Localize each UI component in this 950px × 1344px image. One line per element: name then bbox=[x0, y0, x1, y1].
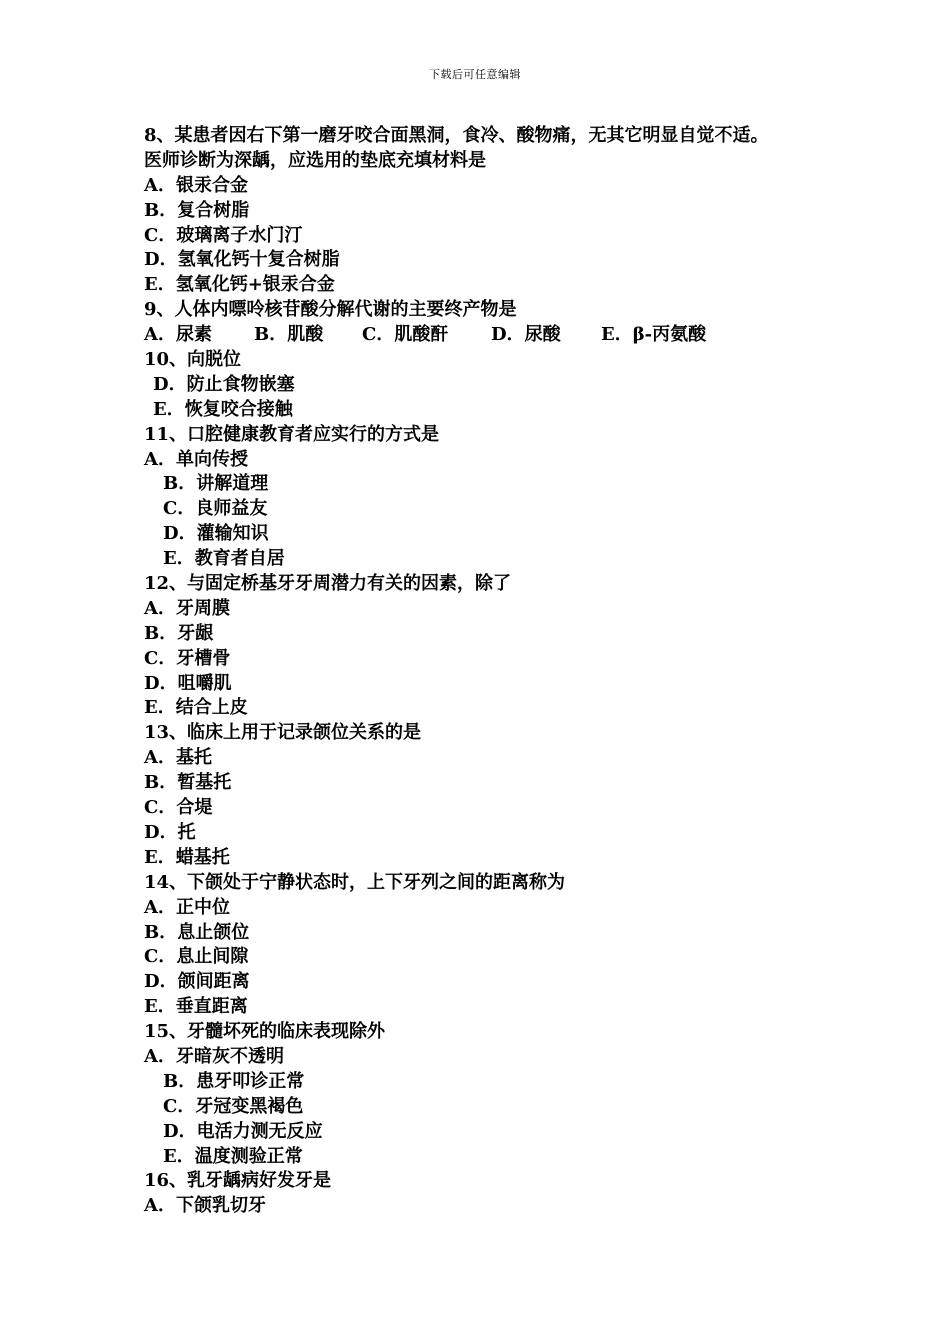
q9-stem: 9、人体内嘌呤核苷酸分解代谢的主要终产物是 bbox=[144, 299, 517, 321]
q16-stem: 16、乳牙龋病好发牙是 bbox=[144, 1170, 332, 1192]
q11-option-a: A．单向传授 bbox=[144, 448, 248, 470]
q10-option-e: E．恢复咬合接触 bbox=[153, 398, 293, 420]
q11-option-b: B．讲解道理 bbox=[163, 473, 269, 495]
question-list bbox=[144, 124, 844, 1219]
q11-stem: 11、口腔健康教育者应实行的方式是 bbox=[144, 423, 440, 445]
q14-stem: 14、下颌处于宁静状态时，上下牙列之间的距离称为 bbox=[144, 871, 566, 893]
q14-option-b: B．息止颌位 bbox=[144, 921, 250, 943]
q13-option-c: C．合堤 bbox=[144, 797, 213, 819]
q14-option-e: E．垂直距离 bbox=[144, 996, 248, 1018]
q9-option-e: E．β-丙氨酸 bbox=[601, 324, 707, 346]
q9-option-c: C．肌酸酐 bbox=[362, 324, 449, 346]
page-header: 下载后可任意编辑 bbox=[429, 68, 521, 81]
q10-stem: 10、向脱位 bbox=[144, 349, 242, 371]
q13-option-e: E．蜡基托 bbox=[144, 846, 230, 868]
q8-stem-continued: 医师诊断为深龋，应选用的垫底充填材料是 bbox=[144, 149, 486, 171]
q14-option-d: D．颌间距离 bbox=[144, 971, 250, 993]
q11-option-d: D．灌输知识 bbox=[163, 523, 269, 545]
q10-option-d: D．防止食物嵌塞 bbox=[153, 373, 295, 395]
q8-option-b: B．复合树脂 bbox=[144, 199, 250, 221]
q8-stem: 8、某患者因右下第一磨牙咬合面黑洞，食冷、酸物痛，无其它明显自觉不适。 bbox=[144, 125, 769, 146]
q12-stem: 12、与固定桥基牙牙周潜力有关的因素，除了 bbox=[144, 573, 512, 595]
q15-option-c: C．牙冠变黑褐色 bbox=[163, 1095, 304, 1117]
q8-option-d: D．氢氧化钙十复合树脂 bbox=[144, 249, 340, 271]
q12-option-c: C．牙槽骨 bbox=[144, 647, 231, 669]
q8-option-e: E．氢氧化钙+银汞合金 bbox=[144, 274, 335, 296]
q13-option-a: A．基托 bbox=[144, 747, 212, 769]
q15-option-a: A．牙暗灰不透明 bbox=[144, 1045, 284, 1067]
q16-option-a: A．下颌乳切牙 bbox=[144, 1195, 266, 1217]
q14-option-a: A．正中位 bbox=[144, 896, 230, 918]
q9-option-d: D．尿酸 bbox=[491, 324, 561, 346]
q9-option-a: A．尿素 bbox=[144, 324, 212, 346]
q15-option-e: E．温度测验正常 bbox=[163, 1145, 303, 1167]
q9-options-row bbox=[144, 323, 844, 348]
q12-option-d: D．咀嚼肌 bbox=[144, 672, 232, 694]
q12-option-a: A．牙周膜 bbox=[144, 597, 230, 619]
q12-option-e: E．结合上皮 bbox=[144, 697, 248, 719]
q11-option-e: E．教育者自居 bbox=[163, 548, 285, 570]
q13-option-d: D．托 bbox=[144, 821, 196, 843]
q15-option-b: B．患牙叩诊正常 bbox=[163, 1070, 305, 1092]
q9-option-b: B．肌酸 bbox=[254, 324, 324, 346]
q15-stem: 15、牙髓坏死的临床表现除外 bbox=[144, 1021, 386, 1043]
q15-option-d: D．电活力测无反应 bbox=[163, 1120, 323, 1142]
q12-option-b: B．牙龈 bbox=[144, 622, 214, 644]
q14-option-c: C．息止间隙 bbox=[144, 946, 249, 968]
q11-option-c: C．良师益友 bbox=[163, 498, 268, 520]
q13-stem: 13、临床上用于记录颌位关系的是 bbox=[144, 722, 422, 744]
q13-option-b: B．暂基托 bbox=[144, 772, 232, 794]
q8-option-a: A．银汞合金 bbox=[144, 174, 248, 196]
q8-option-c: C．玻璃离子水门汀 bbox=[144, 224, 303, 246]
